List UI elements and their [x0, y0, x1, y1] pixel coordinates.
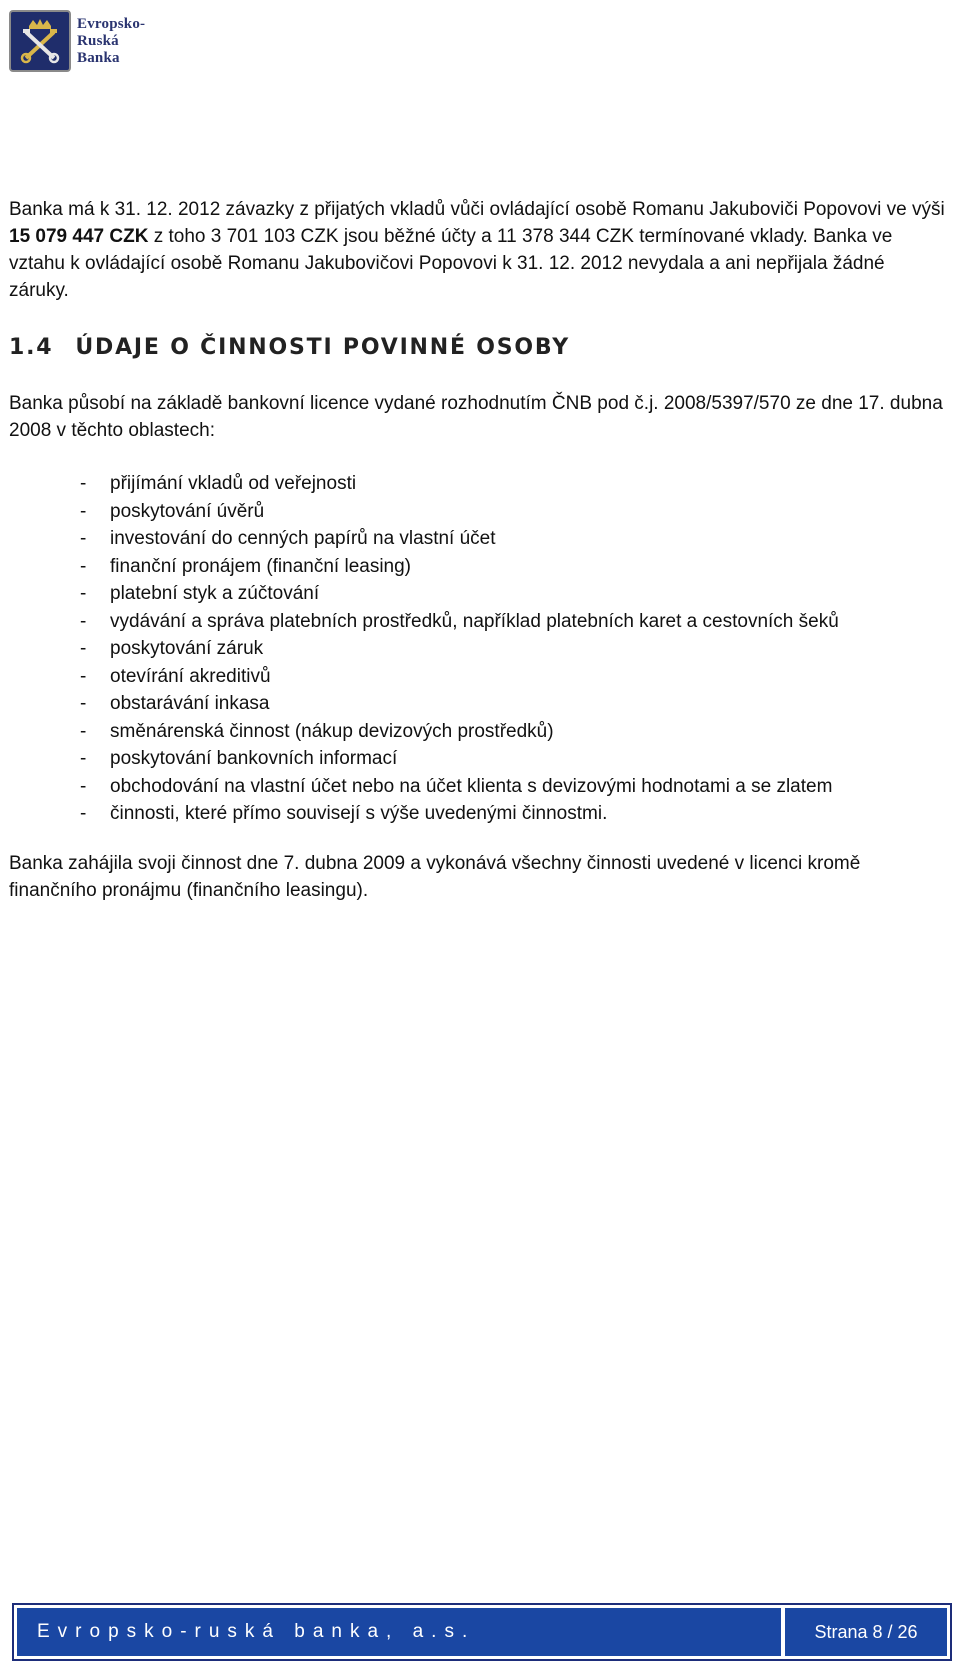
p1-text-b: z toho 3 701 103 CZK jsou běžné účty a 11 378 344 CZK termínované vklady. Banka ve vztahu k ovládající osobě Romanu Jakubovičovi Popovovi k 31. 12. 2012 nevydala a ani nepřijala žádné záruky. [9, 226, 893, 301]
page-footer [12, 1603, 952, 1661]
list-item-text: poskytování bankovních informací [110, 748, 398, 769]
section-number: 1.4 [9, 335, 54, 360]
list-item [80, 773, 839, 801]
logo-line-1: Evropsko- [77, 15, 146, 32]
list-item [80, 745, 839, 773]
logo-line-3: Banka [77, 49, 120, 66]
list-dash: - [80, 473, 87, 494]
operations-start-paragraph: Banka zahájila svoji činnost dne 7. dubna 2009 a vykonává všechny činnosti uvedené v licenci kromě finančního pronájmu (finančního leasingu). [9, 853, 861, 901]
list-item-text: obstarávání inkasa [110, 693, 270, 714]
list-dash: - [80, 528, 87, 549]
list-dash: - [80, 500, 87, 522]
list-item [80, 718, 839, 746]
list-item-text: finanční pronájem (finanční leasing) [110, 555, 412, 577]
list-dash: - [80, 610, 87, 632]
list-item [80, 553, 839, 581]
list-item-text: přijímání vkladů od veřejnosti [110, 473, 357, 494]
logo-line-2: Ruská [77, 32, 119, 49]
list-item-text: platební styk a zúčtování [110, 583, 320, 604]
list-item [80, 635, 839, 663]
page-number: Strana 8 / 26 [785, 1608, 947, 1656]
list-item-text: otevírání akreditivů [110, 665, 271, 687]
list-item [80, 663, 839, 691]
deposit-amount: 15 079 447 CZK [9, 226, 149, 247]
list-item [80, 690, 839, 718]
license-intro-paragraph: Banka působí na základě bankovní licence vydané rozhodnutím ČNB pod č.j. 2008/5397/570 ze dne 17. dubna 2008 v těchto oblastech: [9, 393, 943, 441]
list-dash: - [80, 665, 87, 687]
logo-wordmark [77, 16, 145, 67]
activities-list [80, 470, 839, 828]
footer-company-name: Evropsko-ruská banka, a.s. [17, 1608, 781, 1656]
list-item-text: investování do cenných papírů na vlastní účet [110, 528, 496, 549]
list-dash: - [80, 638, 87, 659]
list-dash: - [80, 803, 87, 824]
list-item-text: poskytování úvěrů [110, 500, 265, 522]
bank-logo [9, 10, 145, 72]
related-party-deposits-paragraph [9, 196, 948, 304]
list-dash: - [80, 720, 87, 742]
list-item-text: směnárenská činnost (nákup devizových prostředků) [110, 720, 554, 742]
list-item [80, 498, 839, 526]
list-dash: - [80, 555, 87, 577]
list-item-text: obchodování na vlastní účet nebo na účet klienta s devizovými hodnotami a se zlatem [110, 775, 833, 797]
list-dash: - [80, 693, 87, 714]
list-item [80, 608, 839, 636]
section-heading [9, 335, 570, 360]
list-dash: - [80, 748, 87, 769]
list-item [80, 470, 839, 498]
list-item [80, 580, 839, 608]
list-dash: - [80, 583, 87, 604]
list-item [80, 800, 839, 828]
list-item [80, 525, 839, 553]
crossed-keys-crown-icon [9, 10, 71, 72]
list-item-text: činnosti, které přímo souvisejí s výše uvedenými činnostmi. [110, 803, 608, 824]
list-item-text: poskytování záruk [110, 638, 264, 659]
list-item-text: vydávání a správa platebních prostředků, například platebních karet a cestovních šeků [110, 610, 839, 632]
p1-text-a: Banka má k 31. 12. 2012 závazky z přijatých vkladů vůči ovládající osobě Romanu Jakuboviči Popovovi ve výši [9, 199, 945, 220]
list-dash: - [80, 775, 87, 797]
section-title: ÚDAJE O ČINNOSTI POVINNÉ OSOBY [75, 335, 571, 360]
